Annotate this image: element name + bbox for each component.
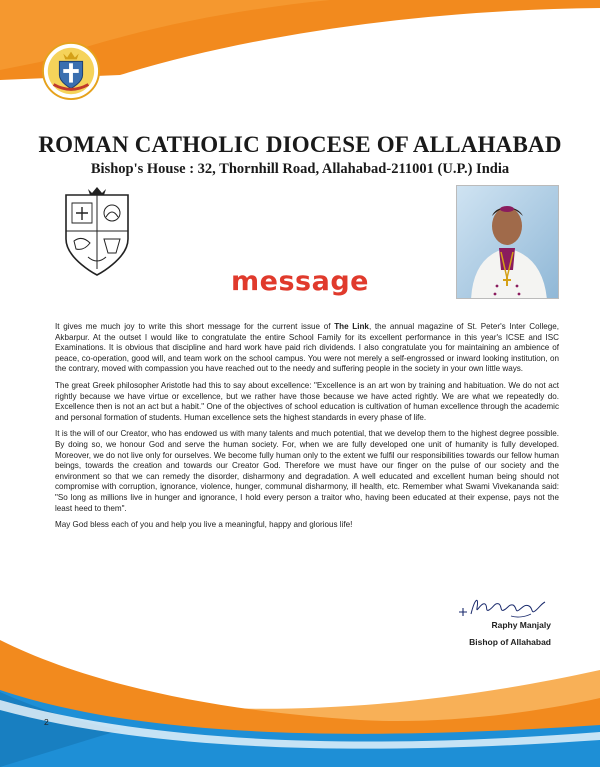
- paragraph-1: [55, 322, 559, 375]
- paragraph-1-part-b: , the annual magazine of St. Peter's Inter College, Akbarpur. At the outset I would like to congratulate the entire School Family for its excellent performance in this year's ICSE and ISC Examinations. It is obvious that discipline and hard work have paid rich dividends. I also congratulate you for maintaining an ambience of peace, co-operation, good will, and team work on the school campus. You were not merely a self-engrossed or inward looking institution, on the contrary, moved with compassion you have reached out to the needy and suffering people in the society in your own little ways.: [55, 322, 559, 374]
- magazine-name: The Link: [334, 322, 369, 331]
- message-heading: message: [231, 266, 369, 297]
- signatory-title: Bishop of Allahabad: [469, 637, 551, 647]
- diocese-address: Bishop's House : 32, Thornhill Road, Allahabad-211001 (U.P.) India: [90, 161, 510, 177]
- bottom-decoration: [0, 640, 600, 767]
- signatory-name: Raphy Manjaly: [491, 620, 551, 630]
- paragraph-1-part-a: It gives me much joy to write this short message for the current issue of: [55, 322, 335, 331]
- page-number: 2: [44, 717, 49, 727]
- diocese-title: ROMAN CATHOLIC DIOCESE OF ALLAHABAD: [38, 132, 562, 157]
- header: [0, 132, 600, 178]
- school-logo: [42, 42, 100, 100]
- handwritten-signature: [455, 590, 550, 620]
- message-body: [55, 322, 559, 537]
- paragraph-3: It is the will of our Creator, who has endowed us with many talents and much potential, that we develop them to the highest degree possible. By doing so, we honour God and serve the human society. For, when we are fully developed one unit of humanity is fully developed. Moreover, we do not live only for ourselves. We become fully human only to the extent we fulfil our responsibilities towards our fellow human beings, towards the creation and towards our Creator God. Therefore we must have our finger on the pulse of our society and the environment so that we can remedy the disorder, disharmony and degradation. A well educated and excellent human being should not compromise with corruption, ignorance, violence, hunger, communal disharmony, ill health, etc. Remember what Swami Vivekananda said: "So long as millions live in hunger and ignorance, I hold every person a traitor who, having been educated at their expense, pays not the least heed to them".: [55, 429, 559, 513]
- paragraph-2: The great Greek philosopher Aristotle had this to say about excellence: "Excellence is an art won by training and habituation. We do not act rightly because we have virtue or excellence, but we rather have those because we have acted rightly. We are what we repeatedly do. Excellence then is not an act but a habit." One of the objectives of school education is cultivation of human excellence through the academic and personal formation of students. Human excellence sets the highest standards in every phase of life.: [55, 380, 559, 422]
- paragraph-4: May God bless each of you and help you live a meaningful, happy and glorious life!: [55, 520, 353, 530]
